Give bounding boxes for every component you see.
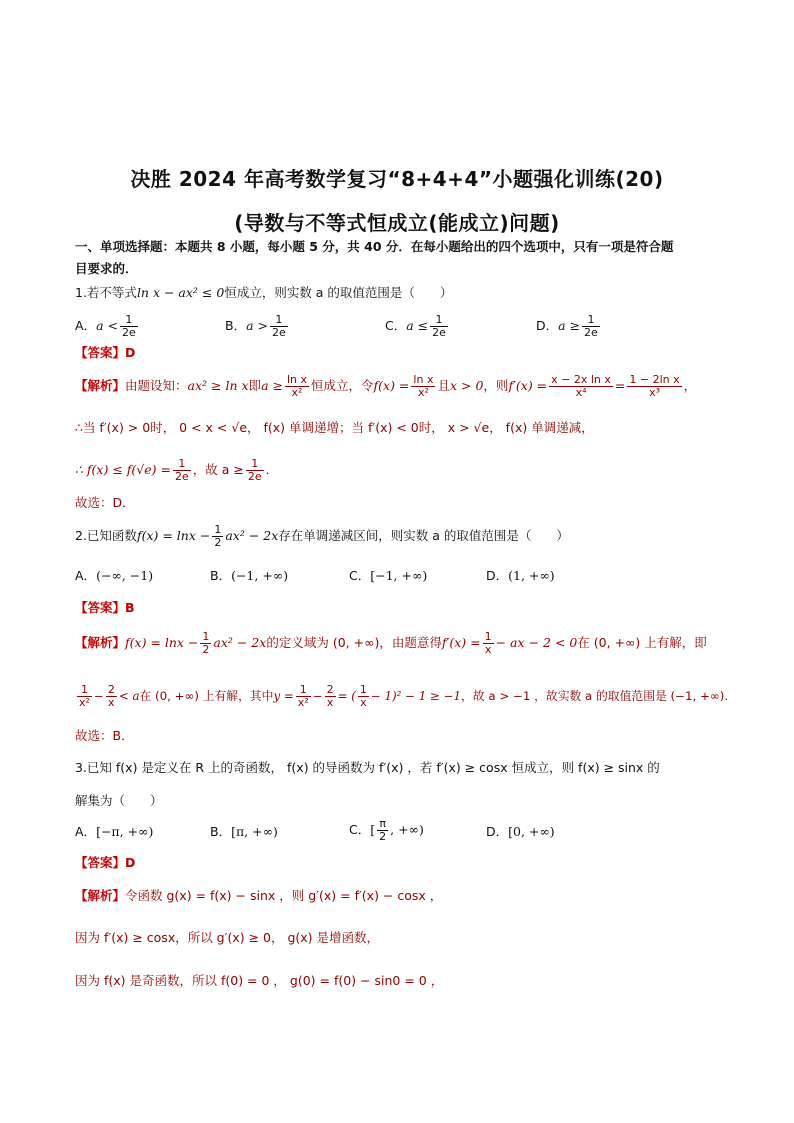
q2-option-d[interactable]: D．(1, +∞) xyxy=(486,568,555,583)
section-heading-cont: 目要求的． xyxy=(75,261,138,276)
option-fraction: $\frac{1}{2e}$ xyxy=(584,313,598,339)
q1-analysis-line1: 【解析】由题设知：ax² ≥ ln x即a ≥ $\frac{\text{ln x}}{\text{x²}}$ 恒成立，令f(x) = $\frac{\text{ln x}}{\text{x²}}$ 且x > 0，则f′(x) = $\frac{\text{x − 2x ln x}}{\text{x⁴}}$ = $\frac{\text{1 − 2ln x}}{\text{x³}}$ ， xyxy=(75,373,697,399)
q3-stem-line1: 3.已知 f(x) 是定义在 R 上的奇函数， f(x) 的导函数为 f′(x) ，若 f′(x) ≥ cosx 恒成立，则 f(x) ≥ sinx 的 xyxy=(75,760,660,775)
q1-option-a[interactable] xyxy=(75,314,140,339)
q2-option-c[interactable]: C．[−1, +∞) xyxy=(349,568,428,583)
analysis-tag: 【解析】 xyxy=(75,888,126,903)
q1-option-d[interactable] xyxy=(536,314,602,339)
q3-analysis-line1: 【解析】令函数 g(x) = f(x) − sinx ，则 g′(x) = f′(x) − cosx ， xyxy=(75,888,443,903)
q1-choose: 故选：D． xyxy=(75,495,135,510)
q3-analysis-line2: 因为 f′(x) ≥ cosx，所以 g′(x) ≥ 0， g(x) 是增函数， xyxy=(75,930,380,945)
page-title: 决胜 2024 年高考数学复习“8+4+4”小题强化训练(20) xyxy=(130,167,664,191)
q3-answer: 【答案】D xyxy=(75,855,136,870)
q2-stem: 2.已知函数f(x) = lnx − $\frac{1}{2}$ ax² − 2x存在单调递减区间，则实数 a 的取值范围是（ ） xyxy=(75,523,569,549)
q1-option-b[interactable] xyxy=(225,314,290,339)
q2-analysis-line1: 【解析】f(x) = lnx − $\frac{1}{2}$ ax² − 2x的定义域为 (0, +∞)，由题意得f′(x) = $\frac{1}{x}$ − ax − 2 < 0在 (0, +∞) 上有解，即 xyxy=(75,630,707,656)
section-heading: 一、单项选择题：本题共 8 小题，每小题 5 分，共 40 分．在每小题给出的四个选项中，只有一项是符合题 xyxy=(75,239,674,254)
q2-analysis-line2: $\frac{1}{\text{x²}}$ − $\frac{2}{x}$ < a在 (0, +∞) 上有解，其中y = $\frac{1}{\text{x²}}$ − $\frac{2}{x}$ = ( $\frac{1}{x}$ − 1)² − 1 ≥ −1，故 a > −1 ，故实数 a 的取值范围是 (−1, +∞). xyxy=(79,683,729,709)
q3-option-b[interactable]: B．[π, +∞) xyxy=(210,824,278,839)
q2-answer: 【答案】B xyxy=(75,600,135,615)
q2-option-b[interactable]: B．(−1, +∞) xyxy=(210,568,289,583)
q1-stem-pre: 1.若不等式 xyxy=(75,285,137,300)
option-fraction: $\frac{1}{2e}$ xyxy=(271,313,286,339)
q3-option-a[interactable]: A．[−π, +∞) xyxy=(75,824,154,839)
q2-option-a[interactable]: A．(−∞, −1) xyxy=(75,568,154,583)
q1-stem-post: 恒成立，则实数 a 的取值范围是（ ） xyxy=(224,285,453,300)
option-math: a > xyxy=(246,318,268,333)
option-label: C． xyxy=(385,318,407,333)
q1-answer: 【答案】D xyxy=(75,345,136,360)
analysis-tag: 【解析】 xyxy=(75,378,126,393)
analysis-tag: 【解析】 xyxy=(75,635,126,650)
q3-option-d[interactable]: D．[0, +∞) xyxy=(486,824,555,839)
q3-analysis-line3: 因为 f(x) 是奇函数，所以 f(0) = 0 ， g(0) = f(0) − sin0 = 0 ， xyxy=(75,973,444,988)
q2-choose: 故选：B． xyxy=(75,728,134,743)
q1-option-c[interactable] xyxy=(385,314,450,339)
option-math: a ≥ xyxy=(558,318,581,333)
q3-option-c[interactable]: C．[ $\frac{\pi}{2}$ , +∞) xyxy=(349,817,424,843)
option-label: B． xyxy=(225,318,247,333)
option-label: A． xyxy=(75,318,97,333)
option-fraction: $\frac{1}{2e}$ xyxy=(432,313,446,339)
option-math: a < xyxy=(96,318,118,333)
q1-stem-math: ln x − ax² ≤ 0 xyxy=(136,285,225,300)
option-math: a ≤ xyxy=(406,318,429,333)
option-fraction: $\frac{1}{2e}$ xyxy=(121,313,136,339)
page-subtitle: (导数与不等式恒成立(能成立)问题) xyxy=(234,211,560,235)
q1-stem xyxy=(75,283,735,303)
q3-stem-line2: 解集为（ ） xyxy=(75,793,163,808)
q1-analysis-line3: ∴ f(x) ≤ f(√e) = $\frac{1}{2e}$ ，故 a ≥ $\frac{1}{2e}$ ． xyxy=(75,457,279,483)
option-label: D． xyxy=(536,318,559,333)
q1-analysis-line2: ∴当 f′(x) > 0时， 0 < x < √e， f(x) 单调递增；当 f′(x) < 0时， x > √e， f(x) 单调递减， xyxy=(75,420,594,435)
